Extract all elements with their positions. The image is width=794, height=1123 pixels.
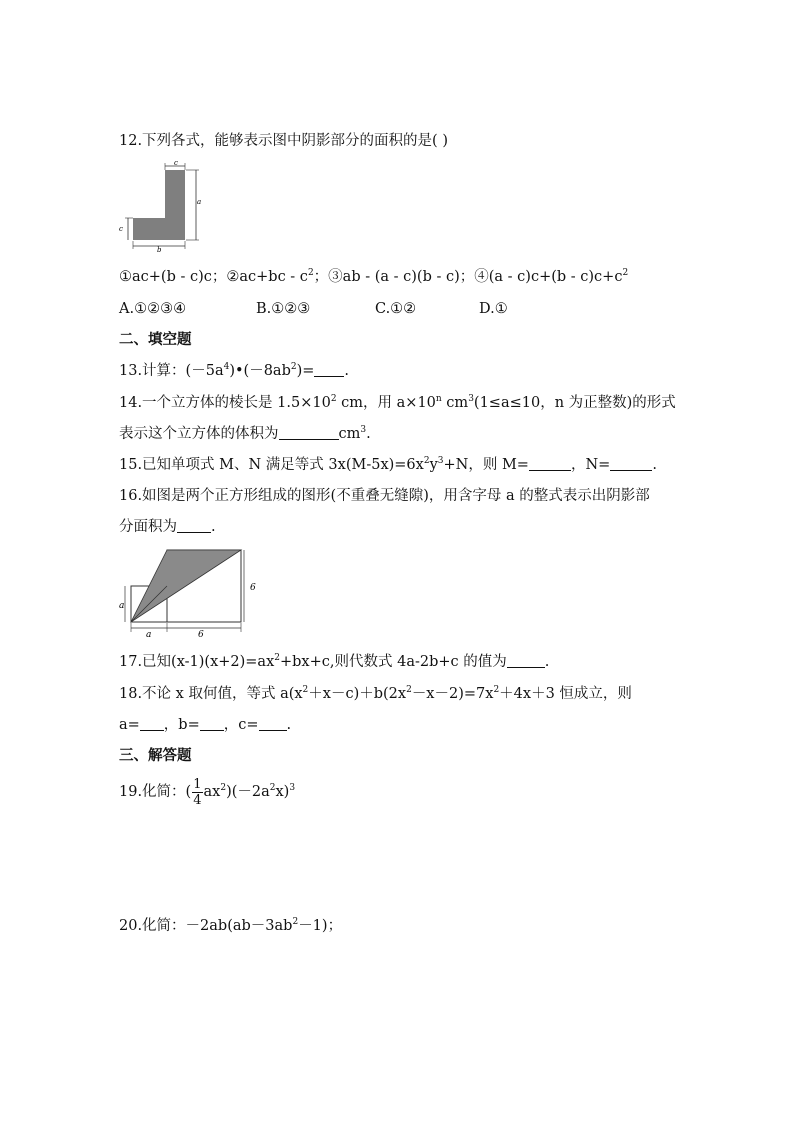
q18-line1: 18.不论 x 取何值，等式 $a(x^2+x-c)+b(2x^2-x-2)=7x^2+4x+3$ 恒成立，则 [119,685,632,702]
answer-blank-a[interactable] [140,716,164,731]
answer-blank[interactable] [279,425,339,440]
q12-stem: 12.下列各式，能够表示图中阴影部分的面积的是( ) [119,133,448,149]
answer-blank[interactable] [507,653,545,668]
q12-expressions: ①ac+(b - c)c；②ac+bc - $c^2$；③ab - (a - c)(b - c)；④(a - $c)c+(b - c)c+c^2$ [119,268,629,285]
option-d[interactable]: D.① [479,301,508,317]
section-heading-fill-in: 二、填空题 [119,332,192,348]
answer-blank[interactable] [177,518,211,533]
q13: 13.计算：$(-5a^4)•(-8ab^2)=$ . [119,362,350,379]
fig16-label-bottom-a: a [146,630,152,640]
q17: 17.已知$(x-1)(x+2)=ax^2+bx+c$,则代数式 4a-2b+c 的值为 . [119,653,550,670]
fig16-label-left: a [119,601,125,611]
fig16-label-bottom-6: 6 [198,630,204,640]
option-b[interactable]: B.①②③ [256,301,311,317]
answer-blank-n[interactable] [610,456,652,471]
q20: 20.化简：$-2ab(ab-3ab^2-1)$； [119,917,343,934]
fig12-label-top: c [174,160,178,167]
l-shaded-region [133,170,185,240]
q19: 19.化简：( $\frac{1}{4}$ $ax^2)(-2a^2x)^3$ [119,776,296,808]
q16-line2: 分面积为 . [119,519,216,535]
answer-blank-b[interactable] [200,716,224,731]
fig16-label-right: 6 [250,583,256,593]
fig12-label-right: a [197,198,202,206]
q14-line2: 表示这个立方体的体积为 $cm^3$. [119,425,371,442]
section-heading-solutions: 三、解答题 [119,748,192,764]
fig12-label-left: c [119,225,123,233]
q16-figure [119,546,264,640]
q18-line2: a= ，b= ，c= . [119,717,292,733]
answer-blank[interactable] [314,362,344,377]
answer-blank-m[interactable] [529,456,571,471]
option-a[interactable]: A.①②③④ [119,301,187,317]
fraction-one-quarter: $\frac{1}{4}$ [193,776,202,808]
q16-line1: 16.如图是两个正方形组成的图形(不重叠无缝隙)，用含字母 a 的整式表示出阴影部 [119,488,650,504]
option-c[interactable]: C.①② [375,301,417,317]
q14-line1: 14.一个立方体的棱长是 $1.5\times 10^2$ cm，用 $a\times 10^n$ $cm^3(1\le a\le 10$，n 为正整数)的形式 [119,394,676,411]
q15: 15.已知单项式 M、N 满足等式 $3x(M-5x)=6x^2y^3+N$，则 M= ，N= . [119,456,657,473]
answer-blank-c[interactable] [259,716,287,731]
q12-figure [119,160,214,253]
fig12-label-bottom: b [157,246,162,253]
